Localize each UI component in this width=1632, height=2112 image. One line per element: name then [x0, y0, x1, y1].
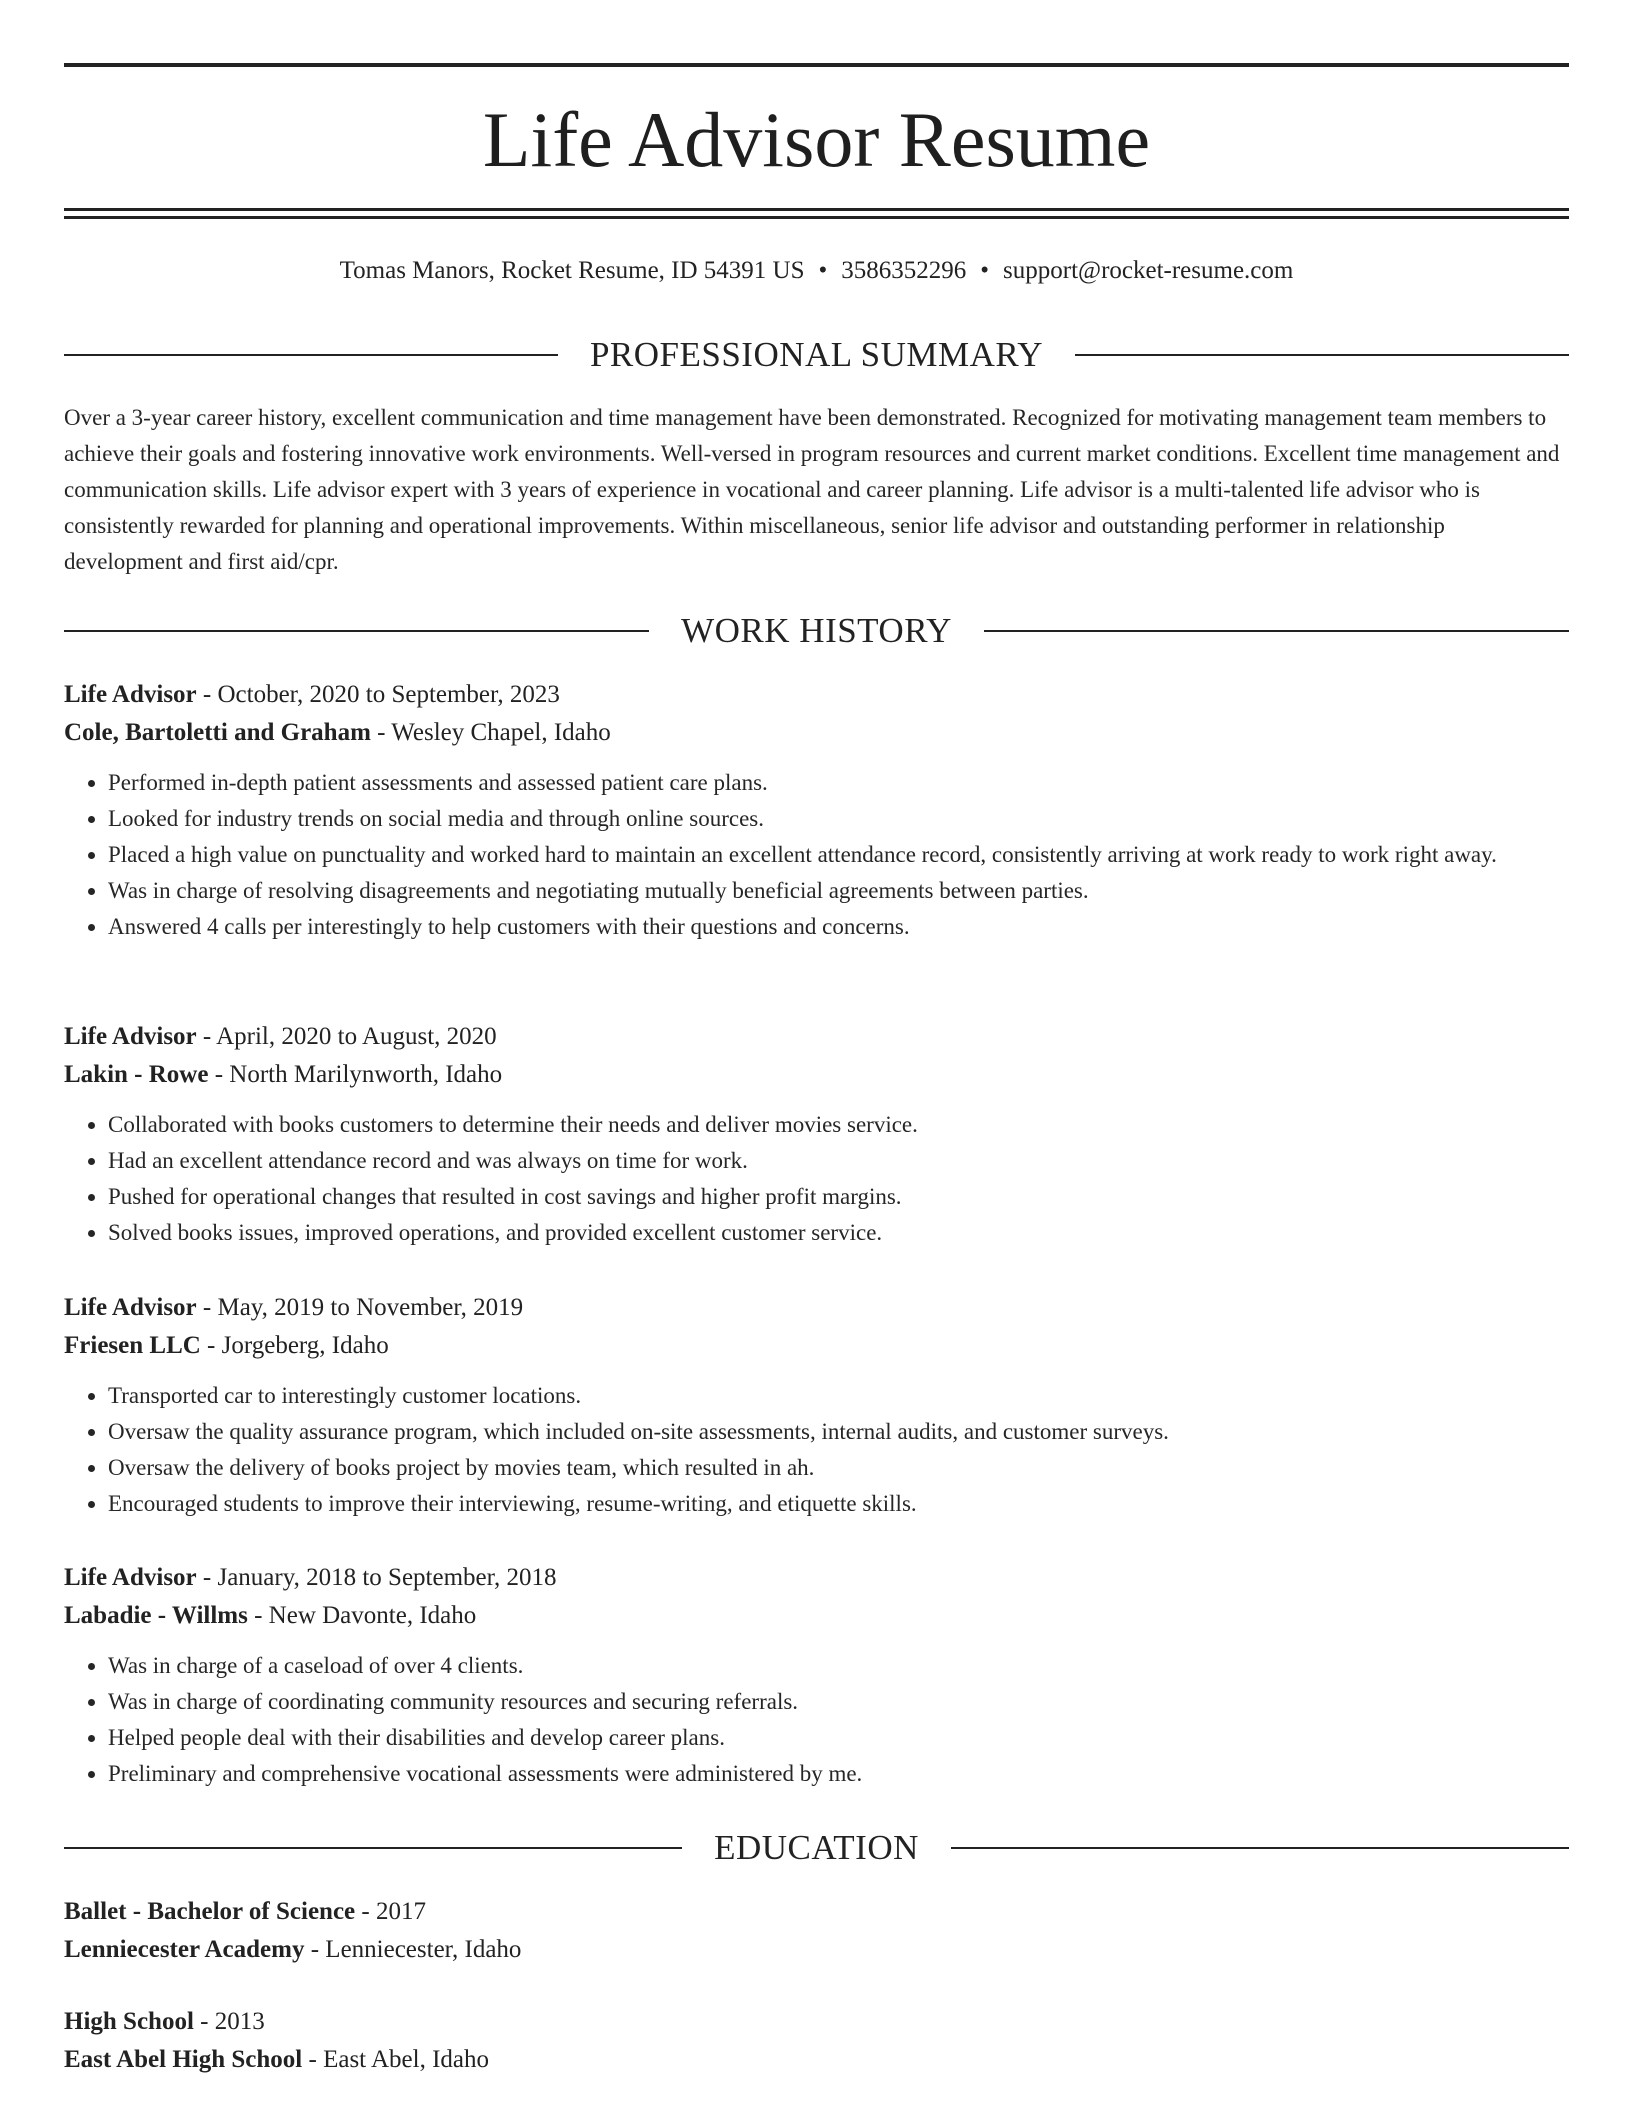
list-item: • Collaborated with books customers to determine their needs and deliver movies service.: [108, 1107, 1569, 1143]
list-item: • Was in charge of a caseload of over 4 clients.: [108, 1648, 1569, 1684]
list-item: • Answered 4 calls per interestingly to help customers with their questions and concerns.: [108, 909, 1569, 945]
list-item: • Solved books issues, improved operations, and provided excellent customer service.: [108, 1215, 1569, 1251]
contact-line: [64, 254, 1569, 288]
job-dates: - October, 2020 to September, 2023: [196, 681, 560, 708]
contact-email: support@rocket-resume.com: [1003, 257, 1294, 284]
summary-paragraph: Over a 3-year career history, excellent communication and time management have been demonstrated. Recognized for motivating management team members to achieve their goals and fostering innovative work environments. Well-versed in program resources and current market conditions. Excellent time management and communication skills. Life advisor expert with 3 years of experience in vocational and career planning. Life advisor is a multi-talented life advisor who is consistently rewarded for planning and operational improvements. Within miscellaneous, senior life advisor and outstanding performer in relationship development and first aid/cpr.: [64, 405, 1560, 574]
job-entry: [64, 1018, 1569, 1251]
heading-rule-left: [64, 630, 649, 632]
job-bullets: [64, 1378, 1569, 1522]
job-company: Cole, Bartoletti and Graham: [64, 719, 371, 746]
job-role: Life Advisor: [64, 1294, 197, 1321]
list-item: • Placed a high value on punctuality and worked hard to maintain an excellent attendance record, consistently arriving at work ready to work right away.: [108, 837, 1569, 873]
section-label: WORK HISTORY: [681, 611, 952, 650]
job-company-line: [64, 1056, 1569, 1094]
education-degree: Ballet - Bachelor of Science: [64, 1898, 356, 1925]
job-company-line: [64, 1327, 1569, 1365]
list-item: • Oversaw the quality assurance program, which included on-site assessments, internal audits, and customer surveys.: [108, 1414, 1569, 1450]
heading-rule-right: [984, 630, 1569, 632]
job-company: Labadie - Willms: [64, 1602, 248, 1629]
job-title-line: [64, 676, 1569, 714]
list-item: • Had an excellent attendance record and was always on time for work.: [108, 1143, 1569, 1179]
job-location: - North Marilynworth, Idaho: [208, 1061, 503, 1088]
job-company-line: [64, 714, 1569, 752]
list-item: • Encouraged students to improve their interviewing, resume-writing, and etiquette skills.: [108, 1486, 1569, 1522]
heading-rule-right: [951, 1847, 1569, 1849]
job-title-line: [64, 1018, 1569, 1056]
education-location: - East Abel, Idaho: [302, 2046, 490, 2073]
job-bullets: [64, 765, 1569, 945]
heading-rule-left: [64, 1847, 682, 1849]
job-dates: - May, 2019 to November, 2019: [196, 1294, 524, 1321]
education-year: - 2013: [193, 2008, 265, 2035]
section-label: PROFESSIONAL SUMMARY: [589, 335, 1044, 374]
list-item: • Oversaw the delivery of books project by movies team, which resulted in ah.: [108, 1450, 1569, 1486]
education-entry: [64, 1893, 1569, 1969]
list-item: • Helped people deal with their disabilities and develop career plans.: [108, 1720, 1569, 1756]
contact-separator: •: [818, 257, 828, 284]
job-location: - Wesley Chapel, Idaho: [370, 719, 611, 746]
education-school: Lenniecester Academy: [64, 1936, 305, 1963]
job-role: Life Advisor: [64, 1564, 197, 1591]
title-double-rule-upper: [64, 208, 1569, 211]
contact-separator: •: [980, 257, 990, 284]
job-bullets: [64, 1107, 1569, 1251]
job-dates: - January, 2018 to September, 2018: [196, 1564, 557, 1591]
section-heading-summary: [64, 333, 1569, 377]
list-item: • Preliminary and comprehensive vocational assessments were administered by me.: [108, 1756, 1569, 1792]
education-location: - Lenniecester, Idaho: [304, 1936, 522, 1963]
job-role: Life Advisor: [64, 681, 197, 708]
section-heading-work-history: [64, 609, 1569, 653]
section-heading-education: [64, 1826, 1569, 1870]
heading-rule-right: [1075, 354, 1569, 356]
contact-phone: 3586352296: [841, 257, 967, 284]
list-item: • Performed in-depth patient assessments and assessed patient care plans.: [108, 765, 1569, 801]
job-title-line: [64, 1559, 1569, 1597]
job-company-line: [64, 1597, 1569, 1635]
job-company: Friesen LLC: [64, 1332, 201, 1359]
contact-address: Tomas Manors, Rocket Resume, ID 54391 US: [339, 257, 805, 284]
top-rule: [64, 63, 1569, 67]
job-entry: [64, 1559, 1569, 1792]
job-dates: - April, 2020 to August, 2020: [196, 1023, 497, 1050]
list-item: • Was in charge of resolving disagreements and negotiating mutually beneficial agreements between parties.: [108, 873, 1569, 909]
page-title: Life Advisor Resume: [482, 96, 1151, 183]
job-bullets: [64, 1648, 1569, 1792]
education-degree-line: [64, 1893, 1569, 1931]
education-school: East Abel High School: [64, 2046, 303, 2073]
education-school-line: [64, 1931, 1569, 1969]
job-location: - New Davonte, Idaho: [247, 1602, 477, 1629]
list-item: • Looked for industry trends on social media and through online sources.: [108, 801, 1569, 837]
job-title-line: [64, 1289, 1569, 1327]
education-degree: High School: [64, 2008, 194, 2035]
list-item: • Pushed for operational changes that resulted in cost savings and higher profit margins.: [108, 1179, 1569, 1215]
education-school-line: [64, 2041, 1569, 2079]
job-location: - Jorgeberg, Idaho: [200, 1332, 389, 1359]
education-entry: [64, 2003, 1569, 2079]
title-double-rule-lower: [64, 216, 1569, 219]
job-entry: [64, 1289, 1569, 1522]
education-degree-line: [64, 2003, 1569, 2041]
job-company: Lakin - Rowe: [64, 1061, 209, 1088]
list-item: • Transported car to interestingly customer locations.: [108, 1378, 1569, 1414]
list-item: • Was in charge of coordinating community resources and securing referrals.: [108, 1684, 1569, 1720]
job-role: Life Advisor: [64, 1023, 197, 1050]
section-label: EDUCATION: [714, 1828, 919, 1867]
education-year: - 2017: [355, 1898, 426, 1925]
job-entry: [64, 676, 1569, 945]
heading-rule-left: [64, 354, 558, 356]
